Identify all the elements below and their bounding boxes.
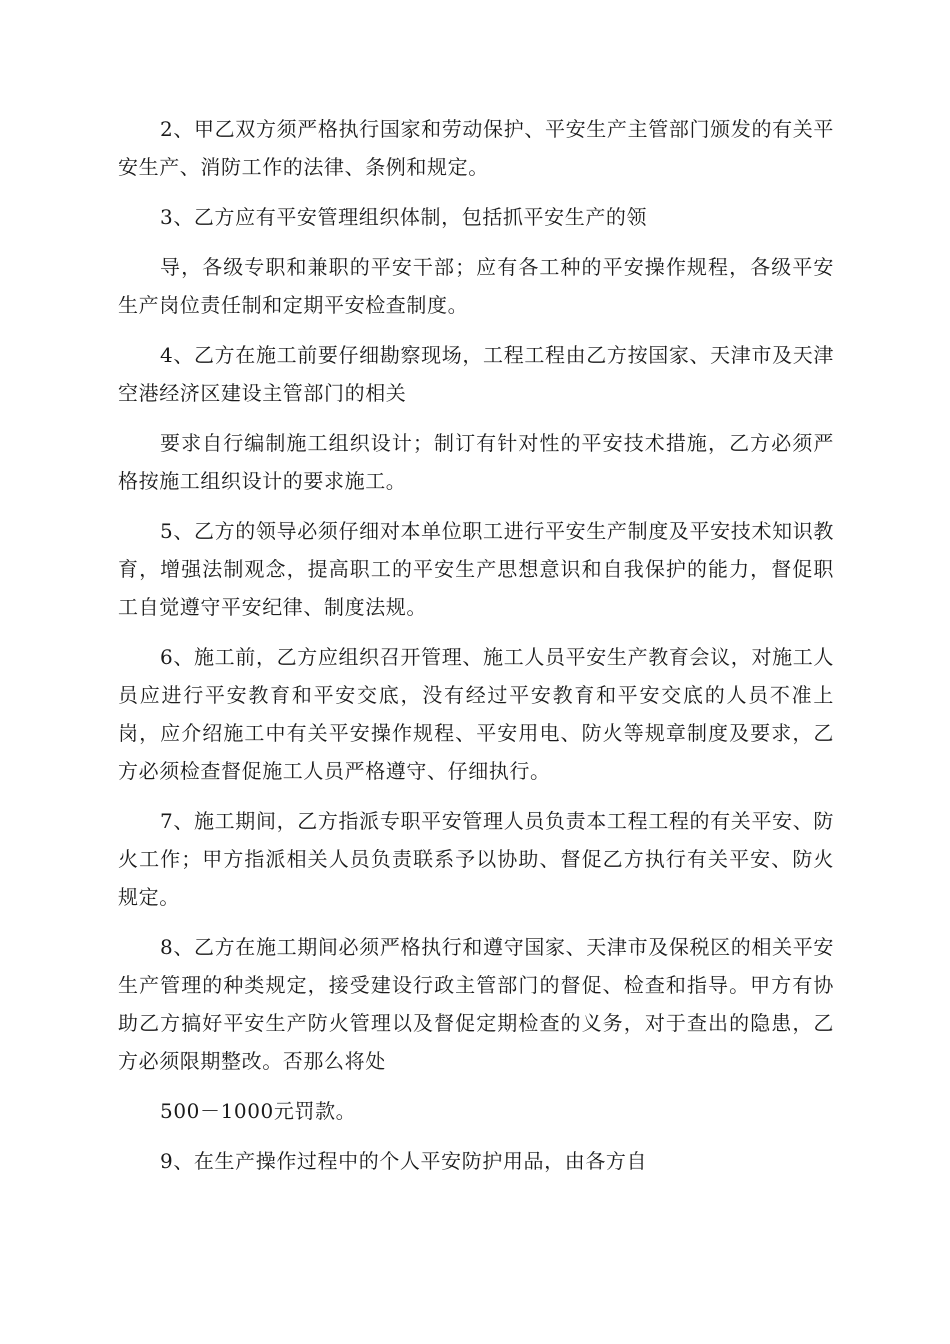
clause-3-continuation-paragraph: 导，各级专职和兼职的平安干部；应有各工种的平安操作规程，各级平安生产岗位责任制和定期平安检查制度。 (118, 255, 834, 317)
fine-amount-paragraph: 500－1000元罚款。 (160, 1099, 357, 1123)
paragraph-gap (118, 1130, 834, 1142)
paragraph-gap (118, 916, 834, 928)
clause-3-paragraph: 3、乙方应有平安管理组织体制，包括抓平安生产的领 (160, 205, 648, 229)
document-page (118, 110, 834, 1180)
clause-2-paragraph: 2、甲乙双方须严格执行国家和劳动保护、平安生产主管部门颁发的有关平安生产、消防工作的法律、条例和规定。 (118, 117, 834, 179)
paragraph-gap (118, 412, 834, 424)
clause-4-paragraph: 4、乙方在施工前要仔细勘察现场，工程工程由乙方按国家、天津市及天津空港经济区建设主管部门的相关 (118, 343, 834, 405)
clause-8-paragraph: 8、乙方在施工期间必须严格执行和遵守国家、天津市及保税区的相关平安生产管理的种类规定，接受建设行政主管部门的督促、检查和指导。甲方有协助乙方搞好平安生产防火管理以及督促定期检查的义务，对于查出的隐患，乙方必须限期整改。否那么将处 (118, 935, 834, 1073)
paragraph-gap (118, 626, 834, 638)
clause-5-paragraph: 5、乙方的领导必须仔细对本单位职工进行平安生产制度及平安技术知识教育，增强法制观念，提高职工的平安生产思想意识和自我保护的能力，督促职工自觉遵守平安纪律、制度法规。 (118, 519, 834, 619)
clause-6-paragraph: 6、施工前，乙方应组织召开管理、施工人员平安生产教育会议，对施工人员应进行平安教育和平安交底，没有经过平安教育和平安交底的人员不准上岗，应介绍施工中有关平安操作规程、平安用电、防火等规章制度及要求，乙方必须检查督促施工人员严格遵守、仔细执行。 (118, 645, 834, 783)
clause-4-continuation-paragraph: 要求自行编制施工组织设计；制订有针对性的平安技术措施，乙方必须严格按施工组织设计的要求施工。 (118, 431, 834, 493)
paragraph-gap (118, 1080, 834, 1092)
clause-9-paragraph: 9、在生产操作过程中的个人平安防护用品，由各方自 (160, 1149, 648, 1173)
clause-7-paragraph: 7、施工期间，乙方指派专职平安管理人员负责本工程工程的有关平安、防火工作；甲方指派相关人员负责联系予以协助、督促乙方执行有关平安、防火规定。 (118, 809, 834, 909)
paragraph-gap (118, 236, 834, 248)
paragraph-gap (118, 324, 834, 336)
paragraph-gap (118, 186, 834, 198)
paragraph-gap (118, 500, 834, 512)
paragraph-gap (118, 790, 834, 802)
